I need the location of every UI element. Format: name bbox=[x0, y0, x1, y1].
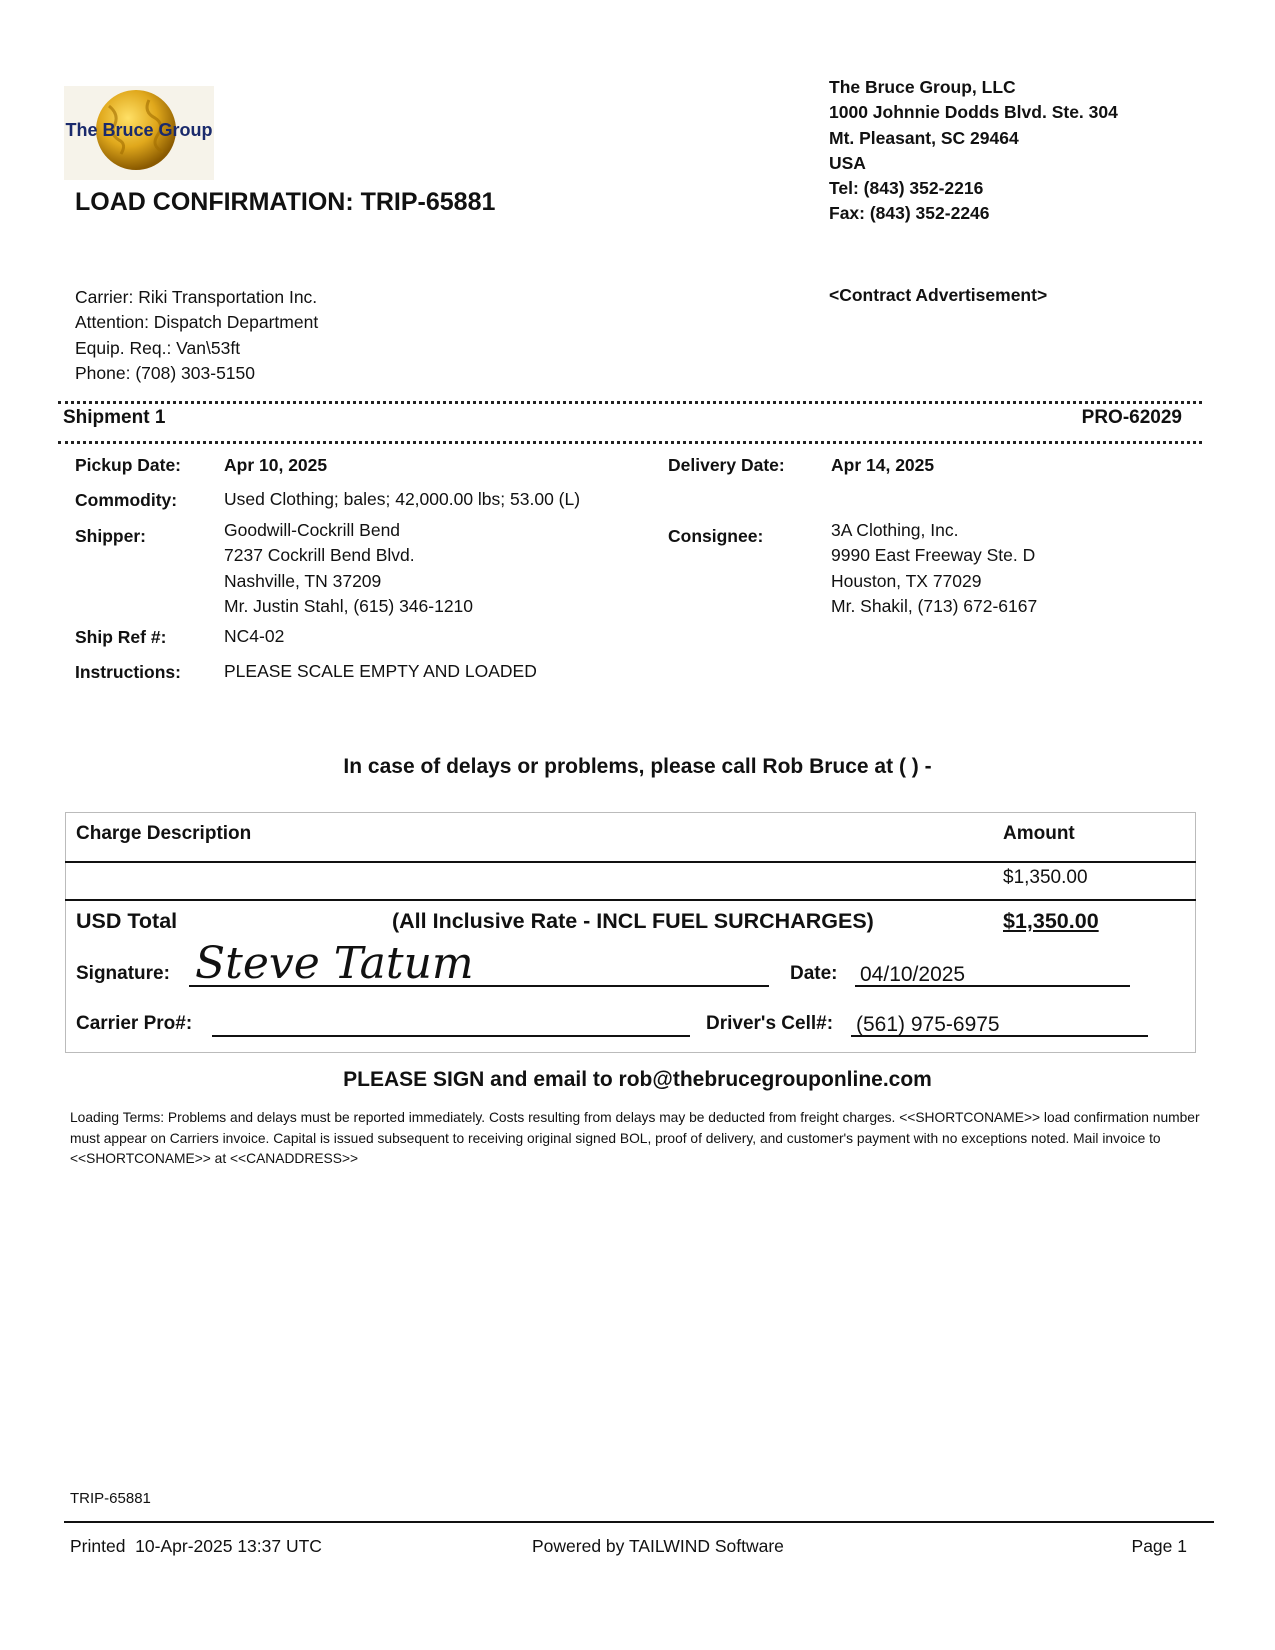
consignee-label: Consignee: bbox=[668, 526, 764, 546]
consignee-address bbox=[831, 518, 1037, 619]
header-rule bbox=[65, 861, 1196, 863]
delivery-date-label: Delivery Date: bbox=[668, 455, 785, 475]
carrier-attention: Attention: Dispatch Department bbox=[75, 312, 319, 333]
logo-text: The Bruce Group bbox=[65, 120, 213, 140]
printed-timestamp: Printed 10-Apr-2025 13:37 UTC bbox=[70, 1536, 322, 1556]
company-name: The Bruce Group, LLC bbox=[829, 77, 1016, 97]
signature-text: Steve Tatum bbox=[195, 938, 474, 989]
consignee-name: 3A Clothing, Inc. bbox=[831, 520, 959, 540]
company-address bbox=[829, 75, 1118, 227]
page-number: Page 1 bbox=[1131, 1536, 1187, 1556]
carrier-phone: Phone: (708) 303-5150 bbox=[75, 362, 255, 383]
shipper-city: Nashville, TN 37209 bbox=[224, 570, 382, 591]
carrier-equipment: Equip. Req.: Van\53ft bbox=[75, 337, 241, 358]
shipper-street: 7237 Cockrill Bend Blvd. bbox=[224, 545, 415, 566]
shipment-label: Shipment 1 bbox=[63, 407, 166, 428]
consignee-contact: Mr. Shakil, (713) 672-6167 bbox=[831, 595, 1038, 616]
divider-bottom bbox=[58, 441, 1202, 444]
usd-total-label: USD Total bbox=[76, 909, 178, 933]
company-tel: Tel: (843) 352-2216 bbox=[829, 178, 984, 199]
total-amount: $1,350.00 bbox=[1003, 909, 1099, 933]
ship-ref: NC4-02 bbox=[224, 626, 285, 646]
document-title: LOAD CONFIRMATION: TRIP-65881 bbox=[75, 188, 496, 216]
contract-advertisement: <Contract Advertisement> bbox=[829, 285, 1048, 305]
driver-cell: (561) 975-6975 bbox=[856, 1013, 1000, 1036]
powered-by: Powered by TAILWIND Software bbox=[532, 1536, 784, 1556]
shipper-label: Shipper: bbox=[75, 526, 146, 546]
carrier-pro-label: Carrier Pro#: bbox=[76, 1013, 193, 1034]
commodity-label: Commodity: bbox=[75, 490, 178, 510]
charge-description-header: Charge Description bbox=[76, 823, 252, 844]
company-street: 1000 Johnnie Dodds Blvd. Ste. 304 bbox=[829, 102, 1118, 123]
rate-note: (All Inclusive Rate - INCL FUEL SURCHARGES) bbox=[392, 909, 874, 933]
amount-header: Amount bbox=[1003, 823, 1075, 844]
signed-date: 04/10/2025 bbox=[860, 963, 966, 986]
signature-label: Signature: bbox=[76, 963, 170, 984]
company-city: Mt. Pleasant, SC 29464 bbox=[829, 127, 1019, 148]
delivery-date: Apr 14, 2025 bbox=[831, 455, 935, 475]
loading-terms: Loading Terms: Problems and delays must be reported immediately. Costs resulting from delays may be deducted from freight charges. <<SHORTCONAME>> load confirmation number must appear on Carriers invoice. Capital is issued subsequent to receiving original signed BOL, proof of delivery, and customer's payment with no exceptions noted. Mail invoice to <<SHORTCONAME>> at <<CANADDRESS>> bbox=[70, 1110, 1200, 1166]
instructions: PLEASE SCALE EMPTY AND LOADED bbox=[224, 661, 537, 681]
delay-notice: In case of delays or problems, please call Rob Bruce at ( ) - bbox=[343, 755, 932, 778]
carrier-pro-line[interactable] bbox=[212, 1035, 690, 1037]
instructions-label: Instructions: bbox=[75, 662, 181, 682]
footer-trip: TRIP-65881 bbox=[70, 1490, 151, 1507]
date-label: Date: bbox=[790, 963, 838, 984]
pro-number: PRO-62029 bbox=[1081, 407, 1182, 428]
sign-email-notice: PLEASE SIGN and email to rob@thebrucegrouponline.com bbox=[343, 1068, 932, 1091]
shipper-name: Goodwill-Cockrill Bend bbox=[224, 520, 401, 540]
consignee-city: Houston, TX 77029 bbox=[831, 570, 982, 591]
company-country: USA bbox=[829, 152, 866, 173]
pickup-date: Apr 10, 2025 bbox=[224, 455, 328, 475]
shipper-contact: Mr. Justin Stahl, (615) 346-1210 bbox=[224, 595, 474, 616]
commodity: Used Clothing; bales; 42,000.00 lbs; 53.00 (L) bbox=[224, 489, 581, 509]
charge-amount: $1,350.00 bbox=[1003, 867, 1088, 888]
carrier-name: Carrier: Riki Transportation Inc. bbox=[75, 287, 318, 307]
handwritten-signature bbox=[195, 930, 495, 990]
driver-cell-label: Driver's Cell#: bbox=[706, 1013, 834, 1034]
consignee-street: 9990 East Freeway Ste. D bbox=[831, 545, 1036, 566]
company-logo bbox=[64, 86, 214, 180]
footer-rule bbox=[64, 1521, 1214, 1523]
shipper-address bbox=[224, 518, 473, 619]
company-fax: Fax: (843) 352-2246 bbox=[829, 203, 990, 224]
divider-top bbox=[58, 401, 1202, 404]
carrier-info bbox=[75, 285, 318, 386]
ship-ref-label: Ship Ref #: bbox=[75, 627, 167, 647]
subtotal-rule bbox=[65, 899, 1196, 901]
pickup-date-label: Pickup Date: bbox=[75, 455, 181, 475]
